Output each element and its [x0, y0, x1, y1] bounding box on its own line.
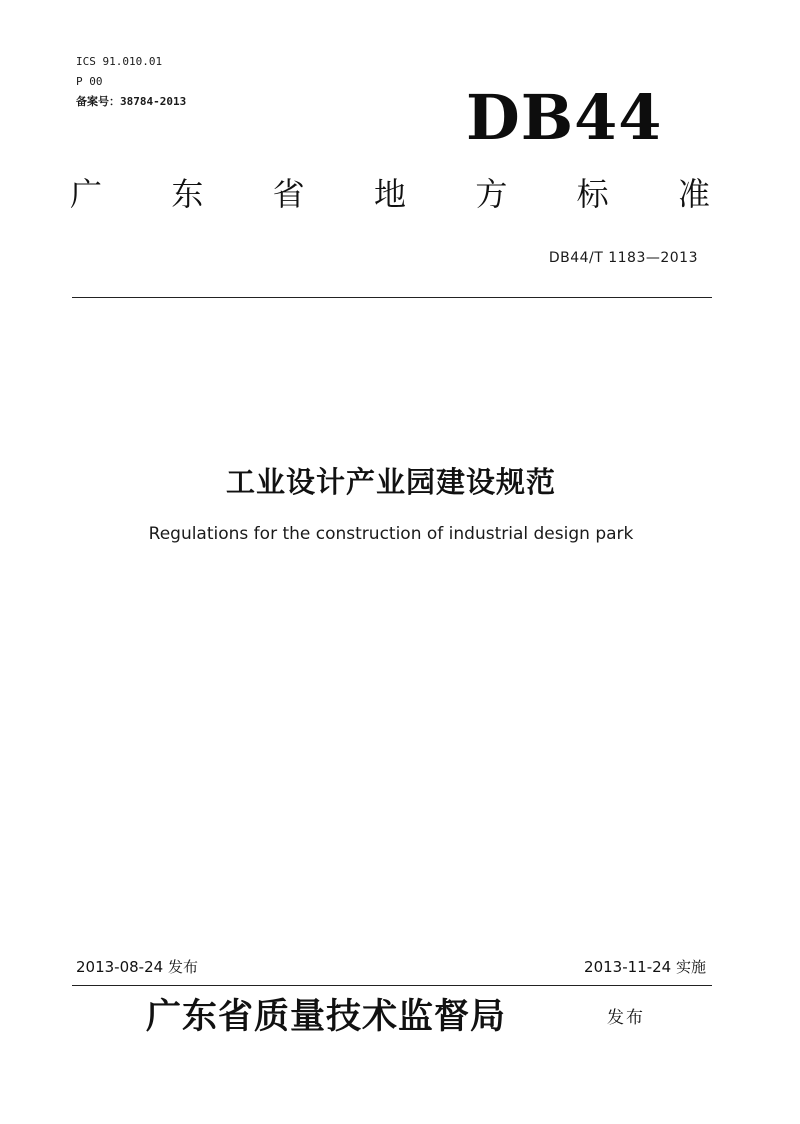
record-number: 备案号：38784-2013: [76, 95, 187, 108]
ics-code: ICS 91.010.01: [76, 55, 163, 68]
standard-type-char: 标: [576, 175, 609, 213]
issue-date: 2013-08-24 发布: [76, 958, 198, 976]
document-title-chinese: 工业设计产业园建设规范: [225, 465, 556, 499]
standard-type-char: 方: [475, 175, 508, 213]
top-divider: [72, 297, 712, 298]
standard-type-char: 省: [272, 175, 305, 213]
standard-type-char: 广: [70, 175, 103, 213]
issuing-authority: 广东省质量技术监督局: [146, 996, 507, 1037]
issuing-authority-suffix: 发布: [607, 1008, 645, 1028]
standard-type-char: 准: [677, 175, 710, 213]
bottom-divider: [72, 985, 712, 986]
document-title-english: Regulations for the construction of industrial design park: [148, 524, 634, 544]
standard-number: DB44/T 1183—2013: [548, 250, 698, 266]
classification-code: P 00: [76, 75, 103, 88]
standard-type-char: 东: [171, 175, 204, 213]
standard-type-heading: [70, 172, 710, 216]
standard-type-char: 地: [373, 175, 406, 213]
implementation-date: 2013-11-24 实施: [584, 958, 706, 976]
db-logo: DB44: [466, 81, 663, 154]
